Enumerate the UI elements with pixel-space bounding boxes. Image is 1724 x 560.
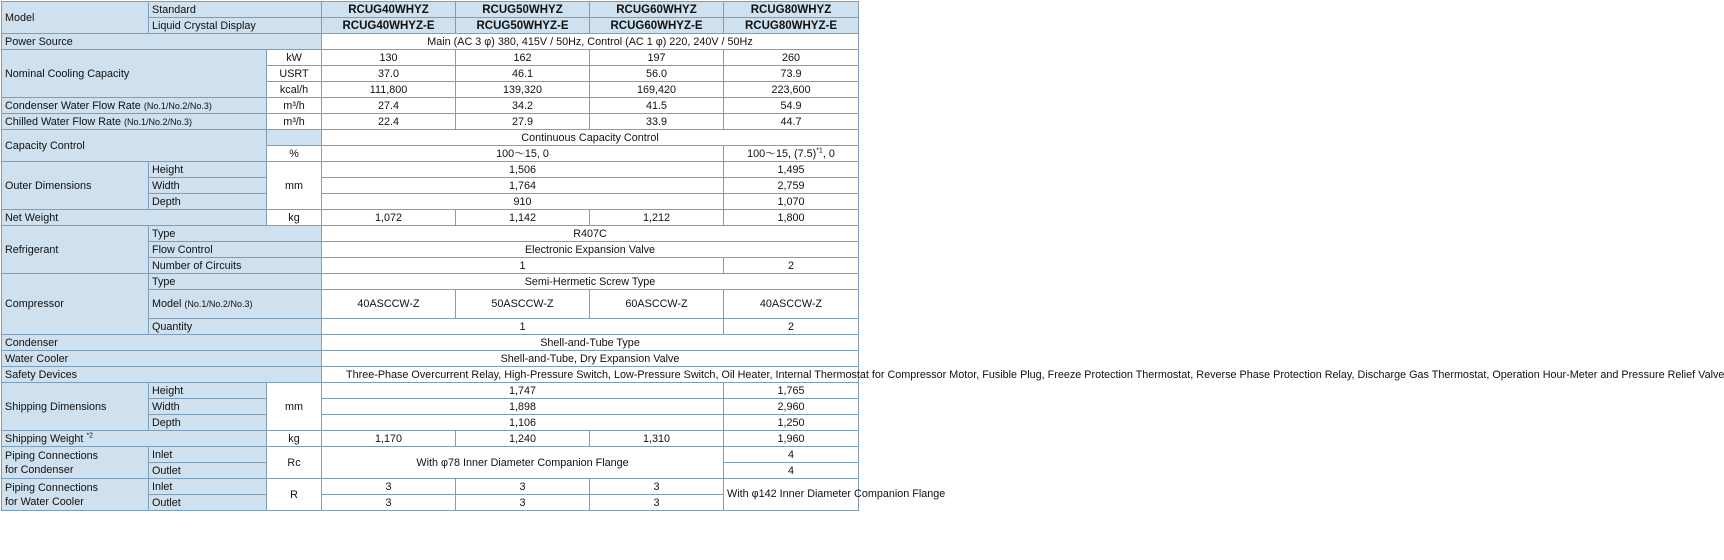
cooling-value: 37.0	[322, 66, 456, 82]
water-cooler-label: Water Cooler	[2, 351, 322, 367]
ship-dim-common: 1,898	[322, 399, 724, 415]
capacity-control-unit: %	[267, 146, 322, 162]
compressor-model: 40ASCCW-Z	[322, 290, 456, 319]
condenser-value: Shell-and-Tube Type	[322, 335, 859, 351]
power-source-label: Power Source	[2, 34, 322, 50]
refrigerant-type-label: Type	[149, 226, 322, 242]
compressor-type-value: Semi-Hermetic Screw Type	[322, 274, 859, 290]
outer-dim-row-height	[2, 162, 859, 178]
outer-dim-unit: mm	[267, 162, 322, 210]
compressor-quantity-label: Quantity	[149, 319, 322, 335]
chilled-flow-value: 44.7	[724, 114, 859, 130]
piping-condenser-flange: With φ78 Inner Diameter Companion Flange	[322, 447, 724, 479]
safety-devices-label: Safety Devices	[2, 367, 322, 383]
piping-cooler-label: Piping Connections for Water Cooler	[2, 479, 149, 511]
piping-condenser-row-inlet	[2, 447, 859, 463]
cooling-value: 169,420	[590, 82, 724, 98]
piping-condenser-outlet-80: 4	[724, 463, 859, 479]
ship-dim-80: 2,960	[724, 399, 859, 415]
refrigerant-type-value: R407C	[322, 226, 859, 242]
refrigerant-label: Refrigerant	[2, 226, 149, 274]
ship-dim-common: 1,106	[322, 415, 724, 431]
net-weight-row	[2, 210, 859, 226]
compressor-model-note: (No.1/No.2/No.3)	[184, 299, 253, 309]
compressor-model: 60ASCCW-Z	[590, 290, 724, 319]
cooling-value: 56.0	[590, 66, 724, 82]
outer-dim-80: 1,495	[724, 162, 859, 178]
standard-model-60: RCUG60WHYZ	[590, 2, 724, 18]
condenser-flow-unit: m³/h	[267, 98, 322, 114]
net-weight-label: Net Weight	[2, 210, 267, 226]
piping-condenser-label: Piping Connections for Condenser	[2, 447, 149, 479]
piping-cooler-outlet-label: Outlet	[149, 495, 267, 511]
capacity-control-common: 100～15, 0	[322, 146, 724, 162]
safety-devices-value: Three-Phase Overcurrent Relay, High-Pressure Switch, Low-Pressure Switch, Oil Heater, Internal Thermostat for Compressor Motor, Fusible Plug, Freeze Protection Thermostat, Reverse Phase Protection Relay, Discharge Gas Thermostat, Operation Hour-Meter and Pressure Relief Valve	[322, 367, 859, 383]
chilled-flow-label: Chilled Water Flow Rate (No.1/No.2/No.3)	[2, 114, 267, 130]
shipping-weight-value: 1,170	[322, 431, 456, 447]
net-weight-value: 1,072	[322, 210, 456, 226]
cooling-unit: USRT	[267, 66, 322, 82]
flow-control-value: Electronic Expansion Valve	[322, 242, 859, 258]
compressor-label: Compressor	[2, 274, 149, 335]
net-weight-value: 1,212	[590, 210, 724, 226]
piping-condenser-unit: Rc	[267, 447, 322, 479]
chilled-flow-value: 22.4	[322, 114, 456, 130]
shipping-weight-value: 1,310	[590, 431, 724, 447]
piping-cooler-inlet-label: Inlet	[149, 479, 267, 495]
cooling-value: 260	[724, 50, 859, 66]
capacity-control-row	[2, 130, 859, 146]
piping-condenser-inlet-80: 4	[724, 447, 859, 463]
flow-control-label: Flow Control	[149, 242, 322, 258]
ship-dim-common: 1,747	[322, 383, 724, 399]
capacity-control-80: 100～15, $(7.5)^{*1}$, 0	[724, 146, 859, 162]
shipping-weight-unit: kg	[267, 431, 322, 447]
piping-cooler-outlet: 3	[456, 495, 590, 511]
chilled-flow-row	[2, 114, 859, 130]
circuits-label: Number of Circuits	[149, 258, 322, 274]
condenser-row	[2, 335, 859, 351]
shipping-weight-row	[2, 431, 859, 447]
safety-devices-row	[2, 367, 859, 383]
standard-label: Standard	[149, 2, 322, 18]
cooling-value: 223,600	[724, 82, 859, 98]
circuits-80: 2	[724, 258, 859, 274]
net-weight-unit: kg	[267, 210, 322, 226]
chilled-flow-note: (No.1/No.2/No.3)	[124, 116, 193, 127]
ship-dim-80: 1,250	[724, 415, 859, 431]
outer-dim-80: 1,070	[724, 194, 859, 210]
outer-dim-80: 2,759	[724, 178, 859, 194]
chilled-flow-unit: m³/h	[267, 114, 322, 130]
cooling-value: 197	[590, 50, 724, 66]
outer-dim-common: 910	[322, 194, 724, 210]
lcd-model-40: RCUG40WHYZ-E	[322, 18, 456, 34]
compressor-type-label: Type	[149, 274, 322, 290]
shipping-weight-label: Shipping Weight $^{*2}$	[2, 431, 267, 447]
compressor-quantity-common: 1	[322, 319, 724, 335]
compressor-model-label: Model (No.1/No.2/No.3)	[149, 290, 322, 319]
outer-dim-name: Width	[149, 178, 267, 194]
condenser-flow-value: 54.9	[724, 98, 859, 114]
standard-model-50: RCUG50WHYZ	[456, 2, 590, 18]
net-weight-value: 1,800	[724, 210, 859, 226]
ship-dim-name: Width	[149, 399, 267, 415]
outer-dim-common: 1,764	[322, 178, 724, 194]
compressor-row-type	[2, 274, 859, 290]
piping-cooler-inlet: 3	[322, 479, 456, 495]
lcd-model-60: RCUG60WHYZ-E	[590, 18, 724, 34]
cooling-value: 162	[456, 50, 590, 66]
chilled-flow-value: 33.9	[590, 114, 724, 130]
specification-table	[1, 1, 1724, 511]
condenser-flow-row	[2, 98, 859, 114]
refrigerant-row-type	[2, 226, 859, 242]
cooling-capacity-label: Nominal Cooling Capacity	[2, 50, 267, 98]
cooling-row-kw	[2, 50, 859, 66]
piping-cooler-row-inlet	[2, 479, 859, 495]
piping-cooler-unit: R	[267, 479, 322, 511]
condenser-label: Condenser	[2, 335, 322, 351]
shipping-weight-value: 1,240	[456, 431, 590, 447]
shipping-weight-note: *2	[86, 431, 94, 439]
shipping-dimensions-label: Shipping Dimensions	[2, 383, 149, 431]
outer-dim-name: Height	[149, 162, 267, 178]
compressor-quantity-80: 2	[724, 319, 859, 335]
outer-dimensions-label: Outer Dimensions	[2, 162, 149, 210]
cooling-value: 139,320	[456, 82, 590, 98]
power-source-value: Main (AC 3 φ) 380, 415V / 50Hz, Control (AC 1 φ) 220, 240V / 50Hz	[322, 34, 859, 50]
piping-cooler-outlet: 3	[322, 495, 456, 511]
capacity-control-type: Continuous Capacity Control	[322, 130, 859, 146]
standard-model-40: RCUG40WHYZ	[322, 2, 456, 18]
outer-dim-common: 1,506	[322, 162, 724, 178]
condenser-flow-note: (No.1/No.2/No.3)	[143, 100, 212, 111]
cooling-value: 46.1	[456, 66, 590, 82]
compressor-model: 40ASCCW-Z	[724, 290, 859, 319]
ship-dim-unit: mm	[267, 383, 322, 431]
model-label: Model	[2, 2, 149, 34]
ship-dim-name: Depth	[149, 415, 267, 431]
cooling-unit: kcal/h	[267, 82, 322, 98]
piping-cooler-80-flange: With φ142 Inner Diameter Companion Flange	[724, 479, 859, 511]
condenser-flow-value: 41.5	[590, 98, 724, 114]
compressor-model: 50ASCCW-Z	[456, 290, 590, 319]
net-weight-value: 1,142	[456, 210, 590, 226]
capacity-control-label: Capacity Control	[2, 130, 267, 162]
cooling-value: 130	[322, 50, 456, 66]
chilled-flow-value: 27.9	[456, 114, 590, 130]
condenser-flow-value: 34.2	[456, 98, 590, 114]
capacity-control-unit-blank	[267, 130, 322, 146]
water-cooler-value: Shell-and-Tube, Dry Expansion Valve	[322, 351, 859, 367]
piping-cooler-inlet: 3	[590, 479, 724, 495]
piping-condenser-inlet-label: Inlet	[149, 447, 267, 463]
outer-dim-name: Depth	[149, 194, 267, 210]
cooling-value: 73.9	[724, 66, 859, 82]
cooling-value: 111,800	[322, 82, 456, 98]
ship-dim-name: Height	[149, 383, 267, 399]
piping-condenser-outlet-label: Outlet	[149, 463, 267, 479]
piping-cooler-outlet: 3	[590, 495, 724, 511]
condenser-flow-value: 27.4	[322, 98, 456, 114]
ship-dim-row-height	[2, 383, 859, 399]
lcd-model-80: RCUG80WHYZ-E	[724, 18, 859, 34]
water-cooler-row	[2, 351, 859, 367]
ship-dim-80: 1,765	[724, 383, 859, 399]
circuits-common: 1	[322, 258, 724, 274]
lcd-label: Liquid Crystal Display	[149, 18, 322, 34]
cooling-unit: kW	[267, 50, 322, 66]
shipping-weight-value: 1,960	[724, 431, 859, 447]
lcd-model-50: RCUG50WHYZ-E	[456, 18, 590, 34]
piping-cooler-inlet: 3	[456, 479, 590, 495]
power-source-row	[2, 34, 859, 50]
header-row-standard	[2, 2, 859, 18]
condenser-flow-label: Condenser Water Flow Rate (No.1/No.2/No.3)	[2, 98, 267, 114]
standard-model-80: RCUG80WHYZ	[724, 2, 859, 18]
